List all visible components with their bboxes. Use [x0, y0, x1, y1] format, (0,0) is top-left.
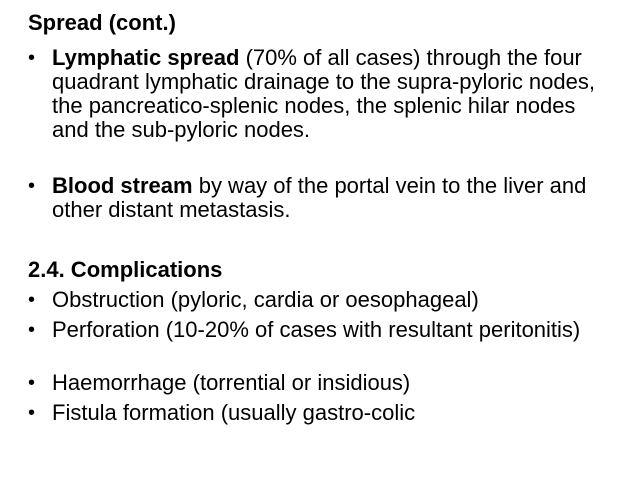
bullet-dot: • [28, 319, 36, 341]
spread-heading: Spread (cont.) [28, 10, 176, 35]
bullet-text [52, 46, 608, 142]
bullet-fistula [28, 401, 608, 425]
bullet-perforation [28, 318, 608, 342]
bullet-dot: • [28, 402, 36, 424]
bullet-haemorrhage [28, 371, 608, 395]
bullet-blood-stream [28, 174, 608, 222]
bullet-text [52, 174, 608, 222]
bullet-text: Obstruction (pyloric, cardia or oesophageal) [52, 287, 479, 312]
bullet-text: Perforation (10-20% of cases with resultant peritonitis) [52, 317, 581, 342]
bullet-obstruction [28, 288, 608, 312]
bold-term: Lymphatic spread [52, 45, 240, 70]
bullet-dot: • [28, 47, 36, 69]
bullet-body: (70% of all cases) through the four quadrant lymphatic drainage to the supra-pyloric nodes, the pancreatico-splenic nodes, the splenic hilar nodes and the sub-pyloric nodes. [52, 45, 595, 142]
bullet-lymphatic-spread [28, 46, 608, 142]
bullet-dot: • [28, 372, 36, 394]
bullet-body: by way of the portal vein to the liver and other distant metastasis. [52, 173, 587, 222]
bullet-text: Fistula formation (usually gastro-colic [52, 400, 416, 425]
bold-term: Blood stream [52, 173, 193, 198]
bullet-text: Haemorrhage (torrential or insidious) [52, 370, 411, 395]
bullet-dot: • [28, 289, 36, 311]
bullet-dot: • [28, 175, 36, 197]
complications-heading: 2.4. Complications [28, 257, 223, 282]
